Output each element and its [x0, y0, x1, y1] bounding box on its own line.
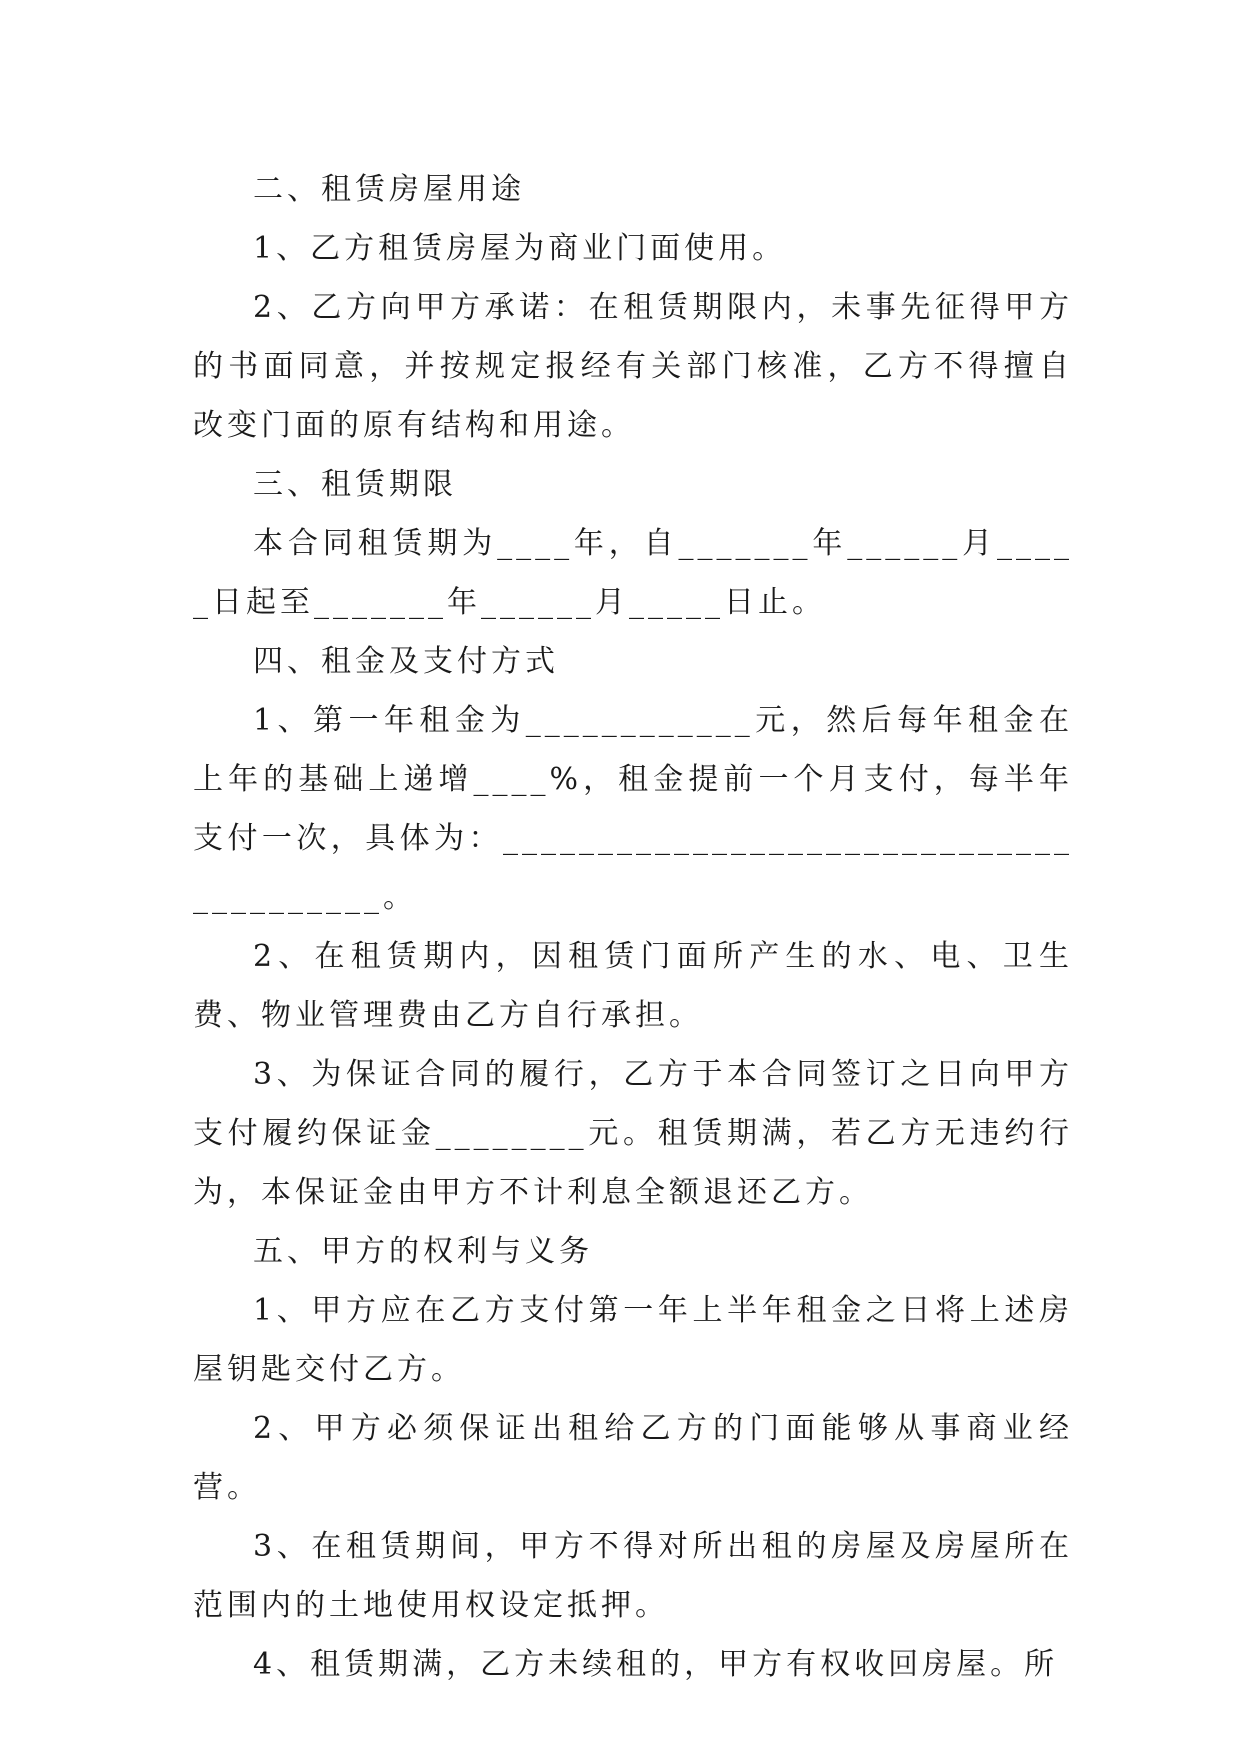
paragraph: 4、租赁期满，乙方未续租的，甲方有权收回房屋。所 — [253, 1647, 1059, 1682]
section-heading-4: 四、租金及支付方式 — [253, 644, 559, 679]
paragraph: 本合同租赁期为____年，自_______年______月_____日起至_______年______月_____日止。 — [193, 526, 1073, 620]
paragraph: 2、乙方向甲方承诺：在租赁期限内，未事先征得甲方的书面同意，并按规定报经有关部门核准，乙方不得擅自改变门面的原有结构和用途。 — [193, 290, 1073, 443]
paragraph: 2、在租赁期内，因租赁门面所产生的水、电、卫生费、物业管理费由乙方自行承担。 — [193, 939, 1073, 1033]
section-heading-3: 三、租赁期限 — [253, 467, 457, 502]
paragraph: 3、在租赁期间，甲方不得对所出租的房屋及房屋所在范围内的土地使用权设定抵押。 — [193, 1529, 1073, 1623]
paragraph: 1、乙方租赁房屋为商业门面使用。 — [253, 231, 787, 266]
section-heading-5: 五、甲方的权利与义务 — [253, 1234, 593, 1269]
section-heading-2: 二、租赁房屋用途 — [253, 172, 525, 207]
paragraph: 3、为保证合同的履行，乙方于本合同签订之日向甲方支付履约保证金________元。租赁期满，若乙方无违约行为，本保证金由甲方不计利息全额退还乙方。 — [193, 1057, 1073, 1210]
document-body — [193, 160, 1073, 1694]
paragraph: 1、第一年租金为____________元，然后每年租金在上年的基础上递增____%，租金提前一个月支付，每半年支付一次，具体为：________________________________________。 — [193, 703, 1073, 915]
paragraph: 1、甲方应在乙方支付第一年上半年租金之日将上述房屋钥匙交付乙方。 — [193, 1293, 1073, 1387]
paragraph: 2、甲方必须保证出租给乙方的门面能够从事商业经营。 — [193, 1411, 1073, 1505]
